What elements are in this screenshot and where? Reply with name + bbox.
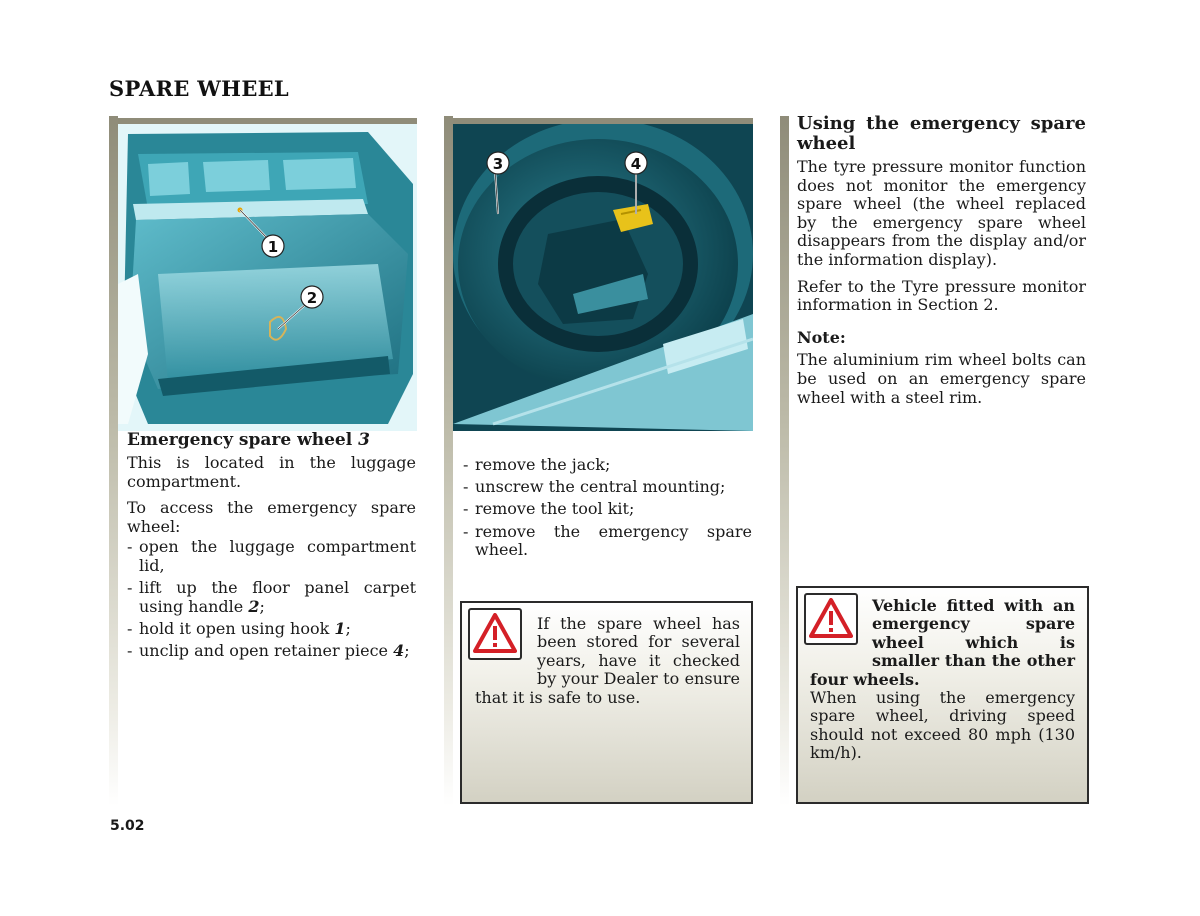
section-heading xyxy=(127,431,416,450)
page-title: SPARE WHEEL xyxy=(109,76,289,101)
step-text: unclip and open retainer piece xyxy=(139,641,394,661)
location-paragraph: This is located in the luggage compartment. xyxy=(127,453,416,491)
column-2-text xyxy=(463,456,752,563)
step-suffix: ; xyxy=(259,596,265,616)
luggage-compartment-photo xyxy=(118,118,417,431)
column-bar-3 xyxy=(780,116,789,806)
spare-wheel-photo xyxy=(453,118,753,431)
storage-warning-box xyxy=(460,601,753,804)
list-item xyxy=(127,579,416,616)
luggage-compartment-illustration xyxy=(118,124,417,431)
step-ref: 1 xyxy=(334,618,346,638)
callout-4: 4 xyxy=(630,155,642,173)
column-3-text xyxy=(797,114,1086,415)
step-text: lift up the floor panel carpet using handle xyxy=(139,578,416,616)
column-1-text xyxy=(127,431,416,664)
list-item: - unscrew the central mounting; xyxy=(463,478,752,497)
speed-warning-text xyxy=(810,597,1075,763)
note-label: Note: xyxy=(797,327,846,347)
list-item xyxy=(127,642,416,661)
warning-bold-text: Vehicle fitted with an emergency spare wheel which is smaller than the other four wheels. xyxy=(810,596,1075,689)
heading-ref: 3 xyxy=(358,430,370,450)
storage-warning-text xyxy=(475,615,740,707)
callout-1: 1 xyxy=(267,238,279,256)
step-suffix: ; xyxy=(345,618,351,638)
list-item: - remove the tool kit; xyxy=(463,500,752,519)
callout-3: 3 xyxy=(492,155,504,173)
warning-text: When using the emergency spare wheel, driving speed should not exceed 80 mph (130 km/h). xyxy=(810,688,1075,763)
warning-text: If the spare wheel has been stored for several years, have it checked by your Dealer to ensure that it is safe to use. xyxy=(475,614,740,707)
column-bar-1 xyxy=(109,116,118,806)
callout-2: 2 xyxy=(306,289,318,307)
list-item xyxy=(127,620,416,639)
access-steps-list xyxy=(127,538,416,660)
step-text: open the luggage compartment lid, xyxy=(139,537,416,575)
spare-wheel-illustration xyxy=(453,124,753,431)
access-paragraph: To access the emergency spare wheel: xyxy=(127,498,416,536)
removal-steps-list xyxy=(463,456,752,560)
step-ref: 2 xyxy=(248,596,260,616)
monitor-paragraph: The tyre pressure monitor function does not monitor the emergency spare wheel (the wheel replaced by the emergency spare wheel disappears from the display and/or the information display). xyxy=(797,157,1086,269)
step-text: hold it open using hook xyxy=(139,618,335,638)
section-heading: Using the emergency spare wheel xyxy=(797,113,1086,154)
refer-paragraph: Refer to the Tyre pressure monitor information in Section 2. xyxy=(797,276,1086,315)
speed-warning-box xyxy=(796,586,1089,804)
note-text: The aluminium rim wheel bolts can be used on an emergency spare wheel with a steel rim. xyxy=(797,350,1086,407)
list-item: - remove the emergency spare wheel. xyxy=(463,523,752,560)
step-ref: 4 xyxy=(393,641,405,661)
list-item xyxy=(127,538,416,575)
list-item: - remove the jack; xyxy=(463,456,752,475)
step-suffix: ; xyxy=(404,641,410,661)
page-number: 5.02 xyxy=(110,818,145,834)
heading-text: Emergency spare wheel xyxy=(127,430,353,450)
column-bar-2 xyxy=(444,116,453,806)
